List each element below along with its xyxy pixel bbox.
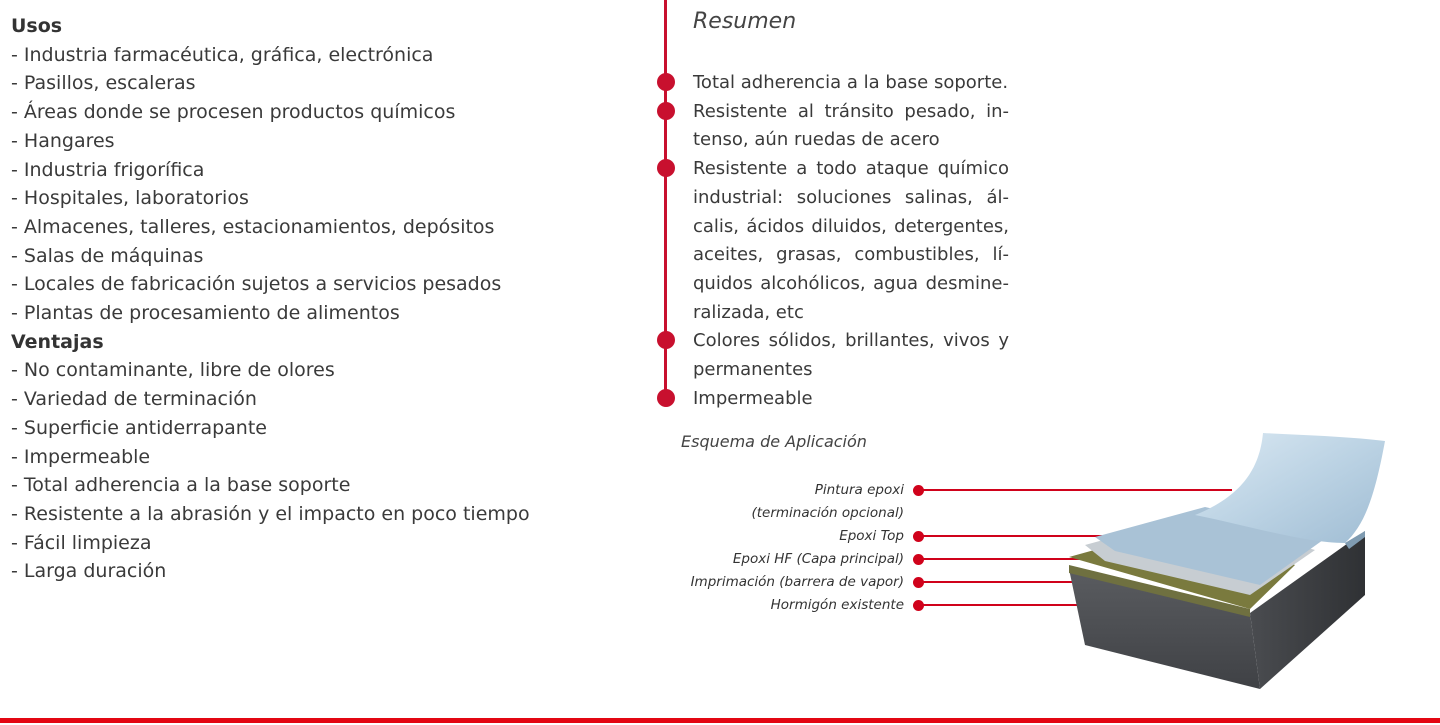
list-item: - Variedad de terminación xyxy=(11,385,631,414)
list-item: - Superficie antiderrapante xyxy=(11,414,631,443)
esquema-title: Esquema de Aplicación xyxy=(681,432,867,451)
resumen-item-text: Impermeable xyxy=(693,387,813,409)
list-item: - Total adherencia a la base soporte xyxy=(11,471,631,500)
list-item: - Hangares xyxy=(11,127,631,156)
list-item: - Salas de máquinas xyxy=(11,242,631,271)
resumen-item xyxy=(693,155,1009,327)
list-item: - Plantas de procesamiento de alimentos xyxy=(11,299,631,328)
timeline-dot-icon xyxy=(657,102,675,120)
resumen-item-text: Colores sólidos, brillantes, vivos y permanentes xyxy=(693,330,1009,381)
resumen-item-text: Total adherencia a la base soporte. xyxy=(693,72,1009,93)
list-item: - Impermeable xyxy=(11,443,631,472)
resumen-item xyxy=(693,98,1009,155)
layer-label-pintura: Pintura epoxi xyxy=(814,482,904,498)
resumen-item-text: Resistente a todo ataque químico industrial: soluciones salinas, ál-calis, ácidos diluidos, detergentes, aceites, grasas, combustibles, lí-quidos alcohólicos, agua desmine-ralizada, etc xyxy=(693,158,1009,323)
resumen-item xyxy=(693,327,1009,384)
list-item: - Resistente a la abrasión y el impacto en poco tiempo xyxy=(11,500,631,529)
layer-label-imprimacion: Imprimación (barrera de vapor) xyxy=(690,574,904,590)
list-item: - Pasillos, escaleras xyxy=(11,69,631,98)
footer-bar xyxy=(0,718,1440,723)
list-item: - Locales de fabricación sujetos a servicios pesados xyxy=(11,270,631,299)
list-item: - Fácil limpieza xyxy=(11,529,631,558)
ventajas-heading: Ventajas xyxy=(11,330,104,353)
timeline-dot-icon xyxy=(657,389,675,407)
list-item: - Hospitales, laboratorios xyxy=(11,184,631,213)
floor-layers-diagram xyxy=(1045,425,1397,693)
list-item: - No contaminante, libre de olores xyxy=(11,356,631,385)
layer-label-epoxi-top: Epoxi Top xyxy=(839,528,904,544)
resumen-item xyxy=(693,69,1009,98)
left-column xyxy=(11,12,631,586)
resumen-item-text: Resistente al tránsito pesado, in-tenso, aún ruedas de acero xyxy=(693,100,1009,151)
layer-label-hormigon: Hormigón existente xyxy=(770,597,904,613)
resumen-list xyxy=(693,69,1009,413)
resumen-item xyxy=(693,385,1009,414)
usos-list xyxy=(11,41,631,328)
list-item: - Almacenes, talleres, estacionamientos, depósitos xyxy=(11,213,631,242)
list-item: - Larga duración xyxy=(11,557,631,586)
timeline-dot-icon xyxy=(657,73,675,91)
resumen-title: Resumen xyxy=(693,9,797,34)
list-item: - Industria frigorífica xyxy=(11,156,631,185)
usos-heading: Usos xyxy=(11,15,63,37)
timeline-dot-icon xyxy=(657,331,675,349)
layer-label-epoxi-hf: Epoxi HF (Capa principal) xyxy=(732,551,904,567)
list-item: - Áreas donde se procesen productos químicos xyxy=(11,98,631,127)
ventajas-list xyxy=(11,356,631,586)
list-item: - Industria farmacéutica, gráfica, electrónica xyxy=(11,41,631,70)
layer-label-terminacion: (terminación opcional) xyxy=(751,505,904,521)
timeline-dot-icon xyxy=(657,159,675,177)
